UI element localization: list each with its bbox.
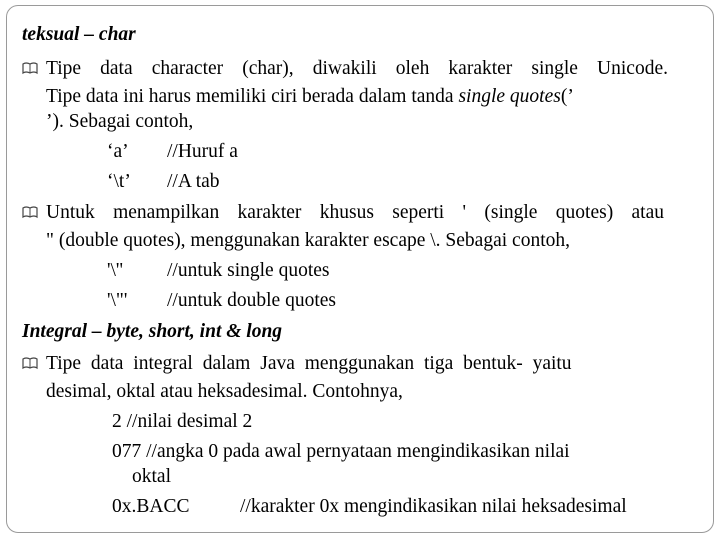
bullet-char-line1: Tipe data character (char), diwakili oleh karakter single Unicode. [22, 57, 668, 81]
integral-example-row: 0x.BACC //karakter 0x mengindikasikan nilai heksadesimal [112, 496, 627, 517]
integral-example-row: 077 //angka 0 pada awal pernyataan mengindikasikan nilai [112, 441, 570, 462]
char-example-row: ‘\t’ //A tab [107, 171, 220, 192]
section-heading-char: teksual – char [22, 24, 136, 45]
bullet-integral-line2: desimal, oktal atau heksadesimal. Contohnya, [46, 381, 403, 402]
integral-example-row: 2 //nilai desimal 2 [112, 411, 253, 432]
escape-example-row: '\"' //untuk double quotes [107, 290, 336, 311]
book-bullet-icon [22, 356, 38, 370]
section-heading-integral: Integral – byte, short, int & long [22, 321, 283, 342]
bullet-integral-line1: Tipe data integral dalam Java menggunakan tiga bentuk- yaitu [22, 352, 572, 376]
bullet-escape-line1: Untuk menampilkan karakter khusus seperti ' (single quotes) atau [22, 201, 664, 225]
book-bullet-icon [22, 61, 38, 75]
char-example-row: ‘a’ //Huruf a [107, 141, 238, 162]
book-bullet-icon [22, 205, 38, 219]
bullet-escape-line2: " (double quotes), menggunakan karakter escape \. Sebagai contoh, [46, 230, 570, 251]
bullet-char-line2: Tipe data ini harus memiliki ciri berada dalam tanda single quotes(’ [46, 86, 574, 107]
escape-example-row: '\'' //untuk single quotes [107, 260, 330, 281]
integral-example-row: oktal [132, 466, 171, 487]
bullet-char-line3: ’). Sebagai contoh, [46, 111, 194, 132]
